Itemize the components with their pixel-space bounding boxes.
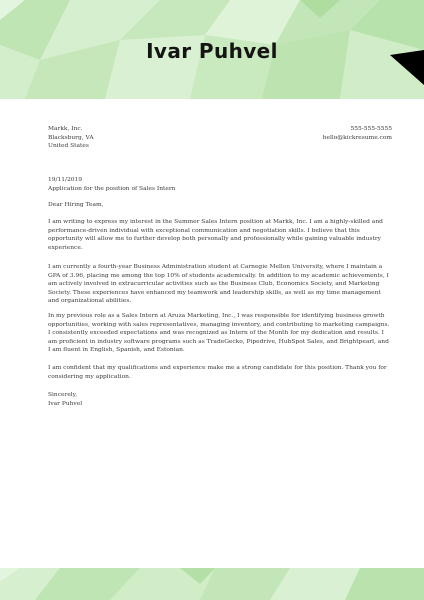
signature-name: Ivar Puhvel — [48, 400, 83, 407]
footer-polygon-pattern — [0, 568, 424, 600]
phone-number: 555-555-5555 — [350, 126, 392, 132]
letter-paragraph: In my previous role as a Sales Intern at Aruza Marketing, Inc., I was responsible for identifying business growth opportunities, working with sales representatives, managing inventory, and contributing to marketing campaigns. I consistently exceeded expectations and was recognized as Intern of the Month for my dedication and results. I am proficient in industry software programs such as TradeGecko, Pipedrive, HubSpot Sales, and Brightpearl, and I am fluent in English, Spanish, and Estonian. — [48, 313, 390, 353]
email-address: hello@kickresume.com — [322, 134, 392, 141]
letter-paragraph: I am currently a fourth-year Business Administration student at Carnegie Mellon University, where I maintain a GPA of 3.96, placing me among the top 10% of students academically. In addition to my academic achievements, I am actively involved in extracurricular activities such as the Business Club, Economics Society, and Marketing Society. These experiences have enhanced my teamwork and leadership skills, as well as my time management and organizational abilities. — [48, 264, 389, 304]
sender-city: Blacksburg, VA — [48, 134, 94, 141]
footer-banner — [0, 568, 424, 600]
sender-company: Markk, Inc. — [48, 126, 83, 132]
letter-closing — [48, 391, 82, 408]
letter-greeting: Dear Hiring Team, — [48, 202, 104, 208]
sender-country: United States — [48, 143, 89, 149]
header-banner — [0, 0, 424, 99]
letter-date: 19/11/2019 — [48, 177, 82, 183]
applicant-name: Ivar Puhvel — [146, 39, 278, 63]
contact-info — [323, 125, 392, 142]
letter-paragraph: I am confident that my qualifications and experience make me a strong candidate for this position. Thank you for considering my application. — [48, 365, 387, 380]
sender-address — [48, 125, 94, 151]
letter-subject: Application for the position of Sales Intern — [48, 185, 176, 192]
closing-phrase: Sincerely, — [48, 392, 78, 398]
letter-paragraph: I am writing to express my interest in the Summer Sales Intern position at Markk, Inc. I am a highly-skilled and performance-driven individual with exceptional communication and negotiation skills. I believe that this opportunity will allow me to further develop both personally and professionally while gaining valuable industry experience. — [48, 219, 383, 251]
